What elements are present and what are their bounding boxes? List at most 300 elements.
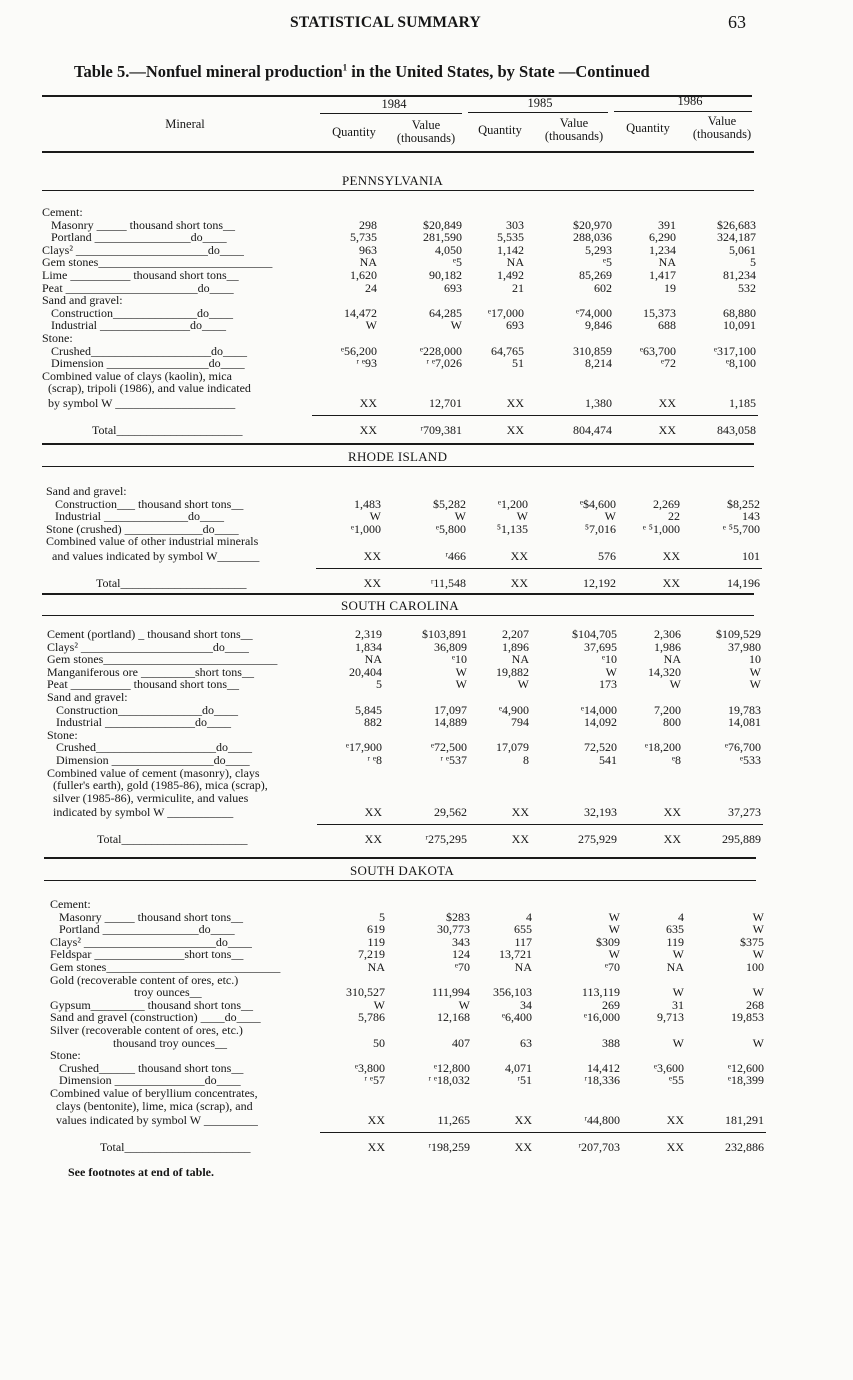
cell-quantity-1986: XX — [663, 805, 681, 820]
cell-value-1986: 37,273 — [728, 805, 761, 820]
cell-value-1984: $5,282 — [433, 496, 466, 511]
cell-quantity-1985: 64,765 — [491, 343, 524, 358]
cell-quantity-1984: NA — [359, 255, 377, 270]
cell-quantity-1985: 63 — [520, 1035, 532, 1050]
cell-value-1984: ʳ275,295 — [425, 831, 467, 846]
cell-quantity-1986: 800 — [663, 715, 681, 730]
cell-value-1984: 30,773 — [437, 922, 470, 937]
cell-quantity-1986: ᵉ63,700 — [639, 343, 676, 358]
cell-value-1986: W — [752, 909, 764, 924]
state-rule — [42, 466, 754, 467]
cell-quantity-1985: 1,896 — [502, 639, 529, 654]
cell-value-1985: ʳ207,703 — [578, 1139, 620, 1154]
mineral-label: Stone: — [47, 727, 78, 742]
table-row — [42, 397, 758, 410]
cell-quantity-1984: 1,834 — [355, 639, 382, 654]
cell-quantity-1984: 20,404 — [349, 664, 382, 679]
cell-quantity-1984: 24 — [365, 280, 377, 295]
cell-value-1986: 14,081 — [728, 715, 761, 730]
cell-value-1984: ᵉ5 — [452, 255, 462, 270]
table-row — [50, 1037, 766, 1050]
cell-quantity-1984: NA — [367, 959, 385, 974]
cell-quantity-1986: 9,713 — [657, 1010, 684, 1025]
table-row — [50, 1114, 766, 1127]
state-table-south-carolina — [47, 628, 763, 846]
cell-quantity-1984: 5 — [376, 677, 382, 692]
mineral-label: Industrial ______________do____ — [46, 509, 224, 524]
mineral-label: Stone (crushed) _____________do____ — [46, 521, 239, 536]
cell-quantity-1985: 1,492 — [497, 267, 524, 282]
cell-value-1986: ᵉ317,100 — [713, 343, 756, 358]
cell-value-1984: 14,889 — [434, 715, 467, 730]
cell-quantity-1986: ᵉ55 — [668, 1073, 684, 1088]
cell-value-1986: 143 — [742, 509, 760, 524]
mineral-label: Sand and gravel: — [42, 293, 123, 308]
mineral-label: Industrial _______________do____ — [42, 318, 226, 333]
mineral-label: Sand and gravel: — [47, 689, 128, 704]
cell-quantity-1986: 391 — [658, 217, 676, 232]
table-row — [47, 806, 763, 819]
table-row — [42, 382, 758, 395]
mineral-label: Clays² ______________________do____ — [47, 639, 249, 654]
cell-value-1985: 85,269 — [579, 267, 612, 282]
cell-quantity-1984: 298 — [359, 217, 377, 232]
year-rule-1985 — [468, 112, 608, 113]
state-table-south-dakota — [50, 898, 766, 1153]
cell-value-1984: 29,562 — [434, 805, 467, 820]
cell-value-1985: ᵉ74,000 — [575, 305, 612, 320]
cell-quantity-1985: ʳ51 — [517, 1073, 532, 1088]
table-row — [50, 1087, 766, 1100]
mineral-label: Portland ________________do____ — [42, 230, 227, 245]
table-row — [50, 1024, 766, 1037]
header-bottom-rule — [42, 151, 754, 153]
table-row — [50, 898, 766, 911]
total-row — [50, 1141, 766, 1154]
cell-value-1984: ʳ ᵉ18,032 — [428, 1073, 470, 1088]
mineral-label: Crushed____________________do____ — [42, 343, 247, 358]
cell-quantity-1986: XX — [666, 1139, 684, 1154]
state-heading-south-carolina: SOUTH CAROLINA — [341, 598, 459, 613]
cell-quantity-1984: 7,219 — [358, 947, 385, 962]
cell-quantity-1986: 4 — [678, 909, 684, 924]
table-row — [47, 754, 763, 767]
cell-value-1984: 124 — [452, 947, 470, 962]
page-number: 63 — [728, 12, 746, 32]
cell-value-1985: ᵉ5 — [602, 255, 612, 270]
mineral-label: Combined value of other industrial minerals — [46, 534, 259, 549]
total-row — [46, 577, 762, 590]
cell-value-1985: ᵉ70 — [604, 959, 620, 974]
mineral-label: indicated by symbol W ___________ — [47, 805, 234, 820]
title-footnote-marker: 1 — [342, 62, 348, 73]
cell-value-1985: 804,474 — [573, 422, 612, 437]
cell-value-1986: 68,880 — [723, 305, 756, 320]
cell-quantity-1986: W — [672, 947, 684, 962]
cell-value-1986: W — [752, 1035, 764, 1050]
mineral-label: Industrial _______________do____ — [47, 715, 231, 730]
cell-quantity-1985: 655 — [514, 922, 532, 937]
table-row — [46, 510, 762, 523]
cell-quantity-1985: 4 — [526, 909, 532, 924]
cell-quantity-1985: XX — [510, 575, 528, 590]
mineral-label: Peat __________ thousand short tons__ — [47, 677, 239, 692]
mineral-label: Construction______________do____ — [47, 702, 238, 717]
mineral-label: Crushed______ thousand short tons__ — [50, 1060, 244, 1075]
cell-value-1986: 10 — [749, 652, 761, 667]
cell-value-1986: W — [749, 664, 761, 679]
cell-value-1984: 4,050 — [435, 242, 462, 257]
cell-quantity-1986: 635 — [666, 922, 684, 937]
cell-quantity-1985: W — [517, 677, 529, 692]
cell-value-1984: 12,168 — [437, 1010, 470, 1025]
state-heading-pennsylvania: PENNSYLVANIA — [342, 173, 444, 188]
value-header-1984: Value (thousands) — [396, 118, 456, 145]
cell-quantity-1985: XX — [514, 1139, 532, 1154]
cell-quantity-1986: 1,234 — [649, 242, 676, 257]
year-header-1984: 1984 — [381, 97, 407, 111]
cell-value-1985: $309 — [596, 934, 620, 949]
mineral-label: Portland ________________do____ — [50, 922, 235, 937]
cell-quantity-1986: XX — [658, 395, 676, 410]
cell-quantity-1984: ᵉ56,200 — [340, 343, 377, 358]
state-rule — [44, 880, 756, 881]
cell-quantity-1985: 17,079 — [496, 740, 529, 755]
table-row — [42, 319, 758, 332]
mineral-label: Clays² ______________________do____ — [42, 242, 244, 257]
cell-value-1986: 81,234 — [723, 267, 756, 282]
cell-quantity-1984: 5,845 — [355, 702, 382, 717]
cell-quantity-1985: W — [516, 509, 528, 524]
cell-value-1984: 64,285 — [429, 305, 462, 320]
cell-quantity-1986: 2,306 — [654, 627, 681, 641]
section-rule — [42, 593, 754, 595]
state-rule — [42, 190, 754, 191]
cell-quantity-1984: XX — [359, 395, 377, 410]
cell-value-1986: 295,889 — [722, 831, 761, 846]
mineral-label: Clays² ______________________do____ — [50, 934, 252, 949]
mineral-label: Gem stones_____________________________ — [42, 255, 273, 270]
mineral-label: Cement: — [42, 205, 83, 219]
cell-value-1986: 1,185 — [729, 395, 756, 410]
cell-quantity-1986: 19 — [664, 280, 676, 295]
table-row — [42, 282, 758, 295]
table-row — [42, 269, 758, 282]
cell-value-1985: 576 — [598, 548, 616, 563]
cell-quantity-1985: 34 — [520, 997, 532, 1012]
cell-quantity-1984: XX — [364, 805, 382, 820]
table-title: Table 5.—Nonfuel mineral production$^1$ in the United States, by State —Continued — [74, 62, 650, 81]
cell-value-1985: $20,970 — [573, 217, 612, 232]
cell-value-1986: 14,196 — [727, 575, 760, 590]
cell-value-1985: 9,846 — [585, 318, 612, 333]
cell-value-1984: ᵉ70 — [454, 959, 470, 974]
table-row — [47, 691, 763, 704]
cell-quantity-1985: 13,721 — [499, 947, 532, 962]
quantity-header-1986: Quantity — [626, 121, 670, 135]
cell-quantity-1986: ᵉ18,200 — [644, 740, 681, 755]
mineral-label: Combined value of clays (kaolin), mica — [42, 368, 232, 383]
cell-quantity-1984: 2,319 — [355, 627, 382, 641]
cell-value-1986: $375 — [740, 934, 764, 949]
cell-value-1986: 232,886 — [725, 1139, 764, 1154]
cell-value-1986: ᵉ ⁵5,700 — [722, 521, 760, 536]
mineral-label: and values indicated by symbol W_______ — [46, 548, 260, 563]
cell-value-1986: W — [752, 947, 764, 962]
cell-value-1984: W — [450, 318, 462, 333]
mineral-label: Masonry _____ thousand short tons__ — [42, 217, 235, 232]
total-label: Total_____________________ — [100, 1139, 251, 1154]
cell-value-1984: 17,097 — [434, 702, 467, 717]
cell-quantity-1985: 794 — [511, 715, 529, 730]
mineral-column-header: Mineral — [165, 117, 205, 131]
cell-quantity-1984: ʳ ᵉ8 — [367, 752, 382, 767]
cell-quantity-1986: 14,320 — [648, 664, 681, 679]
value-header-1985: Value (thousands) — [544, 116, 604, 143]
cell-quantity-1984: ʳ ᵉ57 — [364, 1073, 385, 1088]
mineral-label: Feldspar _______________short tons__ — [50, 947, 244, 962]
cell-quantity-1986: ᵉ8 — [671, 752, 681, 767]
mineral-label: values indicated by symbol W _________ — [50, 1113, 258, 1128]
cell-value-1984: 111,994 — [431, 985, 470, 1000]
cell-quantity-1986: 1,986 — [654, 639, 681, 654]
cell-value-1985: ᵉ16,000 — [583, 1010, 620, 1025]
cell-quantity-1985: XX — [510, 548, 528, 563]
mineral-label: Gem stones_____________________________ — [50, 959, 281, 974]
year-header-1985: 1985 — [527, 96, 553, 110]
mineral-label: Cement: — [50, 897, 91, 911]
cell-quantity-1986: ᵉ72 — [660, 356, 676, 371]
state-heading-south-dakota: SOUTH DAKOTA — [350, 863, 455, 878]
cell-quantity-1986: 22 — [668, 509, 680, 524]
mineral-label: silver (1985-86), vermiculite, and values — [47, 790, 249, 805]
cell-quantity-1986: XX — [662, 548, 680, 563]
cell-quantity-1985: NA — [514, 959, 532, 974]
cell-value-1985: W — [608, 909, 620, 924]
cell-value-1985: $104,705 — [572, 627, 617, 641]
cell-quantity-1984: W — [369, 509, 381, 524]
footnote-reference: See footnotes at end of table. — [68, 1165, 214, 1179]
state-table-rhode-island — [46, 485, 762, 589]
cell-value-1984: ʳ709,381 — [420, 422, 462, 437]
table-row — [47, 779, 763, 792]
quantity-header-1985: Quantity — [478, 123, 522, 137]
cell-value-1985: 173 — [599, 677, 617, 692]
table-row — [50, 1049, 766, 1062]
cell-value-1985: ⁵7,016 — [584, 521, 616, 536]
cell-quantity-1986: 688 — [658, 318, 676, 333]
cell-quantity-1986: XX — [663, 831, 681, 846]
cell-value-1985: 388 — [602, 1035, 620, 1050]
cell-value-1984: ᵉ12,800 — [433, 1060, 470, 1075]
cell-value-1986: ᵉ18,399 — [727, 1073, 764, 1088]
cell-value-1986: 843,058 — [717, 422, 756, 437]
cell-quantity-1986: 15,373 — [643, 305, 676, 320]
cell-value-1984: ᵉ10 — [451, 652, 467, 667]
total-row — [42, 424, 758, 437]
cell-value-1986: 10,091 — [723, 318, 756, 333]
mineral-label: Gypsum_________ thousand short tons__ — [50, 997, 254, 1012]
cell-value-1984: $103,891 — [422, 627, 467, 641]
cell-quantity-1984: XX — [367, 1113, 385, 1128]
mineral-label: Lime __________ thousand short tons__ — [42, 267, 239, 282]
mineral-label: Crushed____________________do____ — [47, 740, 252, 755]
cell-value-1986: 532 — [738, 280, 756, 295]
year-rule-1986 — [614, 111, 752, 112]
cell-quantity-1986: XX — [662, 575, 680, 590]
cell-value-1986: $109,529 — [716, 627, 761, 641]
cell-value-1984: W — [454, 509, 466, 524]
cell-quantity-1984: 310,527 — [346, 985, 385, 1000]
total-label: Total_____________________ — [97, 831, 248, 846]
cell-value-1986: W — [749, 677, 761, 692]
cell-quantity-1985: ᵉ4,900 — [498, 702, 529, 717]
cell-quantity-1984: XX — [363, 575, 381, 590]
cell-value-1985: 8,214 — [585, 356, 612, 371]
table-row — [42, 206, 758, 219]
cell-quantity-1985: XX — [511, 805, 529, 820]
cell-value-1985: 541 — [599, 752, 617, 767]
cell-value-1985: W — [605, 664, 617, 679]
cell-value-1985: 14,412 — [587, 1060, 620, 1075]
cell-quantity-1985: 19,882 — [496, 664, 529, 679]
cell-value-1986: 101 — [742, 548, 760, 563]
mineral-label: Silver (recoverable content of ores, etc.) — [50, 1022, 243, 1037]
cell-value-1986: 324,187 — [717, 230, 756, 245]
table-row — [47, 678, 763, 691]
cell-value-1985: 12,192 — [583, 575, 616, 590]
mineral-label: Masonry _____ thousand short tons__ — [50, 909, 243, 924]
cell-quantity-1986: 7,200 — [654, 702, 681, 717]
mineral-label: Dimension _______________do____ — [50, 1073, 241, 1088]
cell-value-1985: 310,859 — [573, 343, 612, 358]
cell-quantity-1985: NA — [511, 652, 529, 667]
cell-value-1984: 11,265 — [437, 1113, 470, 1128]
cell-quantity-1985: 356,103 — [493, 985, 532, 1000]
cell-value-1985: ʳ44,800 — [584, 1113, 620, 1128]
cell-quantity-1985: 4,071 — [505, 1060, 532, 1075]
cell-quantity-1985: 693 — [506, 318, 524, 333]
cell-quantity-1984: ᵉ17,900 — [345, 740, 382, 755]
cell-value-1986: 181,291 — [725, 1113, 764, 1128]
cell-quantity-1986: NA — [658, 255, 676, 270]
cell-value-1985: 32,193 — [584, 805, 617, 820]
cell-value-1985: ᵉ$4,600 — [579, 496, 616, 511]
cell-quantity-1986: 31 — [672, 997, 684, 1012]
cell-quantity-1984: 882 — [364, 715, 382, 730]
cell-quantity-1986: NA — [663, 652, 681, 667]
cell-value-1984: ʳ11,548 — [430, 575, 466, 590]
cell-value-1984: 407 — [452, 1035, 470, 1050]
cell-value-1984: ʳ466 — [445, 548, 466, 563]
cell-quantity-1985: 2,207 — [502, 627, 529, 641]
cell-value-1986: 19,853 — [731, 1010, 764, 1025]
cell-quantity-1985: NA — [506, 255, 524, 270]
mineral-label: Stone: — [42, 330, 73, 345]
cell-value-1985: 269 — [602, 997, 620, 1012]
cell-quantity-1985: XX — [511, 831, 529, 846]
table-row — [50, 923, 766, 936]
cell-value-1984: ʳ ᵉ7,026 — [426, 356, 462, 371]
cell-value-1986: ᵉ76,700 — [724, 740, 761, 755]
cell-quantity-1986: XX — [666, 1113, 684, 1128]
table-row — [42, 357, 758, 370]
cell-value-1986: 5 — [750, 255, 756, 270]
cell-quantity-1986: ᵉ ⁵1,000 — [642, 521, 680, 536]
cell-value-1985: W — [608, 922, 620, 937]
table-row — [42, 294, 758, 307]
total-label: Total_____________________ — [92, 422, 243, 437]
cell-quantity-1984: XX — [363, 548, 381, 563]
cell-quantity-1984: 119 — [367, 934, 385, 949]
mineral-label: Construction___ thousand short tons__ — [46, 496, 244, 511]
mineral-label: Construction______________do____ — [42, 305, 233, 320]
section-rule — [42, 443, 754, 445]
cell-value-1985: 275,929 — [578, 831, 617, 846]
running-head: STATISTICAL SUMMARY — [290, 14, 481, 31]
mineral-label: Peat ______________________do____ — [42, 280, 234, 295]
cell-quantity-1985: 5,535 — [497, 230, 524, 245]
cell-quantity-1986: 119 — [666, 934, 684, 949]
table-row — [50, 961, 766, 974]
cell-value-1984: $20,849 — [423, 217, 462, 232]
table-row — [47, 792, 763, 805]
table-row — [46, 535, 762, 548]
mineral-label: Dimension _________________do____ — [42, 356, 245, 371]
cell-quantity-1984: W — [365, 318, 377, 333]
mineral-label: Dimension _________________do____ — [47, 752, 250, 767]
mineral-label: Sand and gravel: — [46, 484, 127, 498]
cell-value-1986: $8,252 — [727, 496, 760, 511]
cell-value-1986: 19,783 — [728, 702, 761, 717]
table-row — [50, 1100, 766, 1113]
table-row — [42, 332, 758, 345]
cell-value-1985: ᵉ10 — [601, 652, 617, 667]
cell-value-1986: 37,980 — [728, 639, 761, 654]
cell-value-1984: W — [455, 664, 467, 679]
cell-quantity-1985: XX — [506, 422, 524, 437]
mineral-label: Gem stones_____________________________ — [47, 652, 278, 667]
cell-value-1985: 113,119 — [581, 985, 620, 1000]
cell-value-1986: ᵉ533 — [739, 752, 761, 767]
table-row — [46, 485, 762, 498]
cell-value-1986: 100 — [746, 959, 764, 974]
cell-value-1984: 36,809 — [434, 639, 467, 654]
cell-quantity-1985: 8 — [523, 752, 529, 767]
cell-quantity-1985: XX — [506, 395, 524, 410]
cell-quantity-1984: ᵉ1,000 — [350, 521, 381, 536]
mineral-label: (scrap), tripoli (1986), and value indicated — [42, 381, 251, 396]
cell-quantity-1985: ᵉ1,200 — [497, 496, 528, 511]
cell-quantity-1984: 963 — [359, 242, 377, 257]
cell-quantity-1984: 14,472 — [344, 305, 377, 320]
table-row — [47, 628, 763, 641]
cell-quantity-1985: ⁵1,135 — [496, 521, 528, 536]
section-rule — [44, 857, 756, 859]
cell-value-1986: ᵉ12,600 — [727, 1060, 764, 1075]
mineral-label: Stone: — [50, 1048, 81, 1063]
cell-value-1984: ʳ ᵉ537 — [440, 752, 467, 767]
value-header-1986: Value (thousands) — [692, 114, 752, 141]
cell-value-1984: W — [455, 677, 467, 692]
cell-value-1985: W — [608, 947, 620, 962]
cell-quantity-1985: ᵉ6,400 — [501, 1010, 532, 1025]
cell-quantity-1986: W — [669, 677, 681, 692]
cell-quantity-1986: W — [672, 1035, 684, 1050]
table-row — [46, 550, 762, 563]
cell-quantity-1984: 5,735 — [350, 230, 377, 245]
cell-value-1985: ʳ18,336 — [584, 1073, 620, 1088]
